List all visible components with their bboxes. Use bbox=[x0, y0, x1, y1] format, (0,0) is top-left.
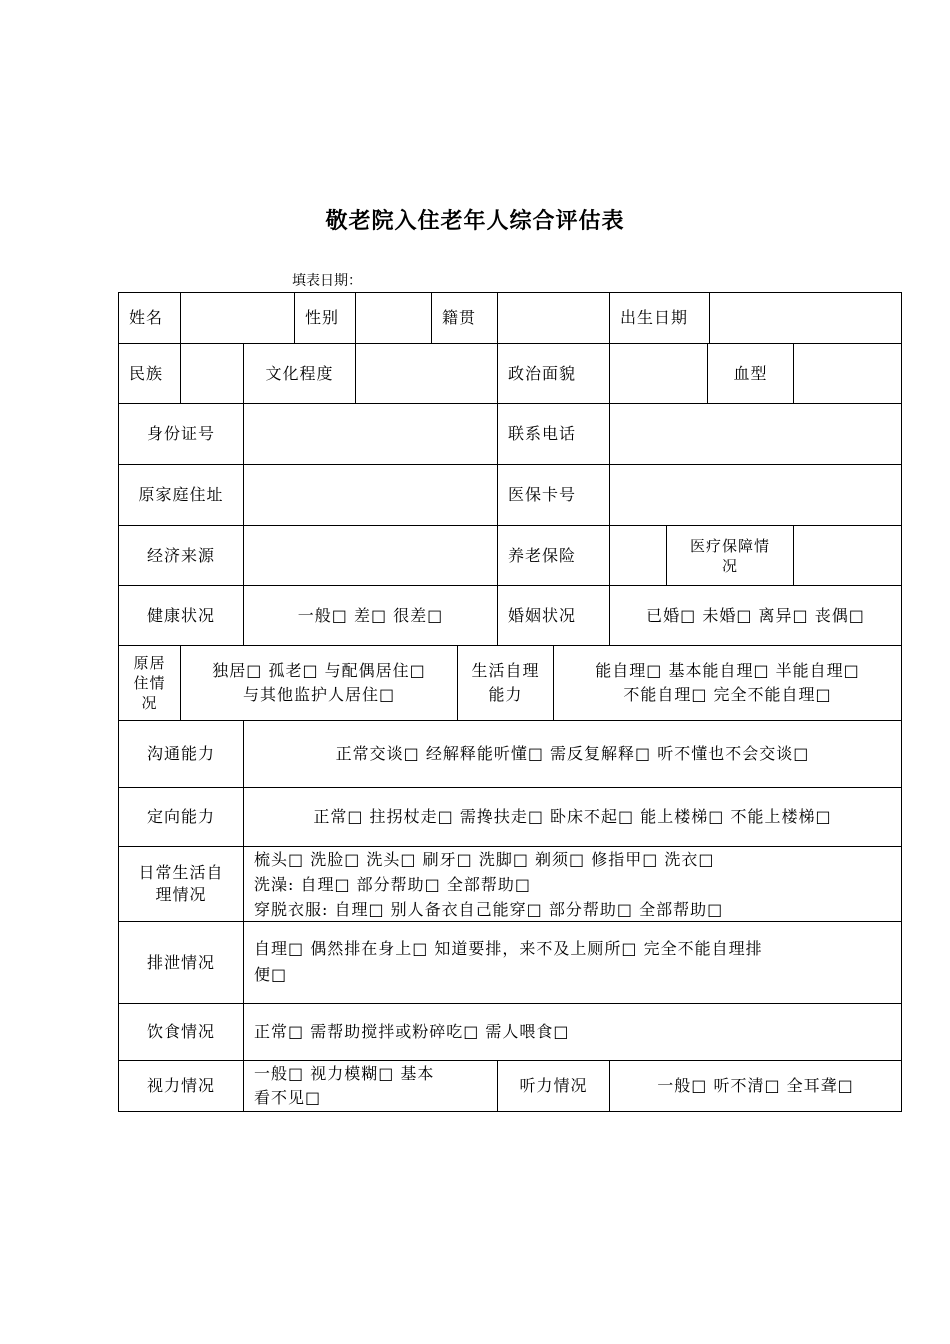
label-home-address: 原家庭住址 bbox=[118, 464, 244, 526]
field-insurance-card[interactable] bbox=[609, 464, 902, 526]
communication-options[interactable]: 正常交谈□ 经解释能听懂□ 需反复解释□ 听不懂也不会交谈□ bbox=[243, 720, 902, 788]
field-income-source[interactable] bbox=[243, 525, 498, 586]
marital-status-options[interactable]: 已婚□ 未婚□ 离异□ 丧偶□ bbox=[609, 585, 902, 646]
label-gender: 性别 bbox=[294, 292, 356, 344]
self-care-ability-options[interactable]: 能自理□ 基本能自理□ 半能自理□ 不能自理□ 完全不能自理□ bbox=[553, 645, 902, 721]
field-home-address[interactable] bbox=[243, 464, 498, 526]
field-ethnicity[interactable] bbox=[180, 343, 244, 404]
fill-date-label: 填表日期： bbox=[292, 273, 362, 289]
label-insurance-card: 医保卡号 bbox=[497, 464, 610, 526]
label-name: 姓名 bbox=[118, 292, 181, 344]
label-hearing: 听力情况 bbox=[497, 1060, 610, 1112]
label-daily-living: 日常生活自 理情况 bbox=[118, 846, 244, 922]
label-health-status: 健康状况 bbox=[118, 585, 244, 646]
field-phone[interactable] bbox=[609, 403, 902, 465]
label-education: 文化程度 bbox=[243, 343, 356, 404]
field-medical-coverage[interactable] bbox=[793, 525, 902, 586]
daily-living-options[interactable]: 梳头□ 洗脸□ 洗头□ 刷牙□ 洗脚□ 剃须□ 修指甲□ 洗衣□ 洗澡: 自理□ 部分帮助□ 全部帮助□ 穿脱衣服: 自理□ 别人备衣自己能穿□ 部分帮助□ 全部帮助□ bbox=[243, 846, 902, 922]
field-native-place[interactable] bbox=[497, 292, 610, 344]
label-native-place: 籍贯 bbox=[431, 292, 498, 344]
previous-living-options[interactable]: 独居□ 孤老□ 与配偶居住□ 与其他监护人居住□ bbox=[180, 645, 458, 721]
label-ethnicity: 民族 bbox=[118, 343, 181, 404]
form-title: 敬老院入住老年人综合评估表 bbox=[325, 208, 625, 234]
health-status-options[interactable]: 一般□ 差□ 很差□ bbox=[243, 585, 498, 646]
field-name[interactable] bbox=[180, 292, 295, 344]
label-vision: 视力情况 bbox=[118, 1060, 244, 1112]
hearing-options[interactable]: 一般□ 听不清□ 全耳聋□ bbox=[609, 1060, 902, 1112]
orientation-options[interactable]: 正常□ 拄拐杖走□ 需搀扶走□ 卧床不起□ 能上楼梯□ 不能上楼梯□ bbox=[243, 787, 902, 847]
diet-options[interactable]: 正常□ 需帮助搅拌或粉碎吃□ 需人喂食□ bbox=[243, 1003, 902, 1061]
label-political-status: 政治面貌 bbox=[497, 343, 610, 404]
label-orientation: 定向能力 bbox=[118, 787, 244, 847]
vision-options[interactable]: 一般□ 视力模糊□ 基本 看不见□ bbox=[243, 1060, 498, 1112]
label-pension: 养老保险 bbox=[497, 525, 610, 586]
label-previous-living: 原居 住情 况 bbox=[118, 645, 181, 721]
label-communication: 沟通能力 bbox=[118, 720, 244, 788]
label-income-source: 经济来源 bbox=[118, 525, 244, 586]
label-blood-type: 血型 bbox=[707, 343, 794, 404]
label-id-number: 身份证号 bbox=[118, 403, 244, 465]
field-political-status[interactable] bbox=[609, 343, 708, 404]
field-birth-date[interactable] bbox=[709, 292, 902, 344]
field-education[interactable] bbox=[355, 343, 498, 404]
label-birth-date: 出生日期 bbox=[609, 292, 710, 344]
label-medical-coverage: 医疗保障情 况 bbox=[666, 525, 794, 586]
label-self-care-ability: 生活自理 能力 bbox=[457, 645, 554, 721]
field-blood-type[interactable] bbox=[793, 343, 902, 404]
label-phone: 联系电话 bbox=[497, 403, 610, 465]
label-marital-status: 婚姻状况 bbox=[497, 585, 610, 646]
excretion-options[interactable]: 自理□ 偶然排在身上□ 知道要排，来不及上厕所□ 完全不能自理排 便□ bbox=[243, 921, 902, 1004]
field-pension[interactable] bbox=[609, 525, 667, 586]
field-gender[interactable] bbox=[355, 292, 432, 344]
label-excretion: 排泄情况 bbox=[118, 921, 244, 1004]
label-diet: 饮食情况 bbox=[118, 1003, 244, 1061]
field-id-number[interactable] bbox=[243, 403, 498, 465]
